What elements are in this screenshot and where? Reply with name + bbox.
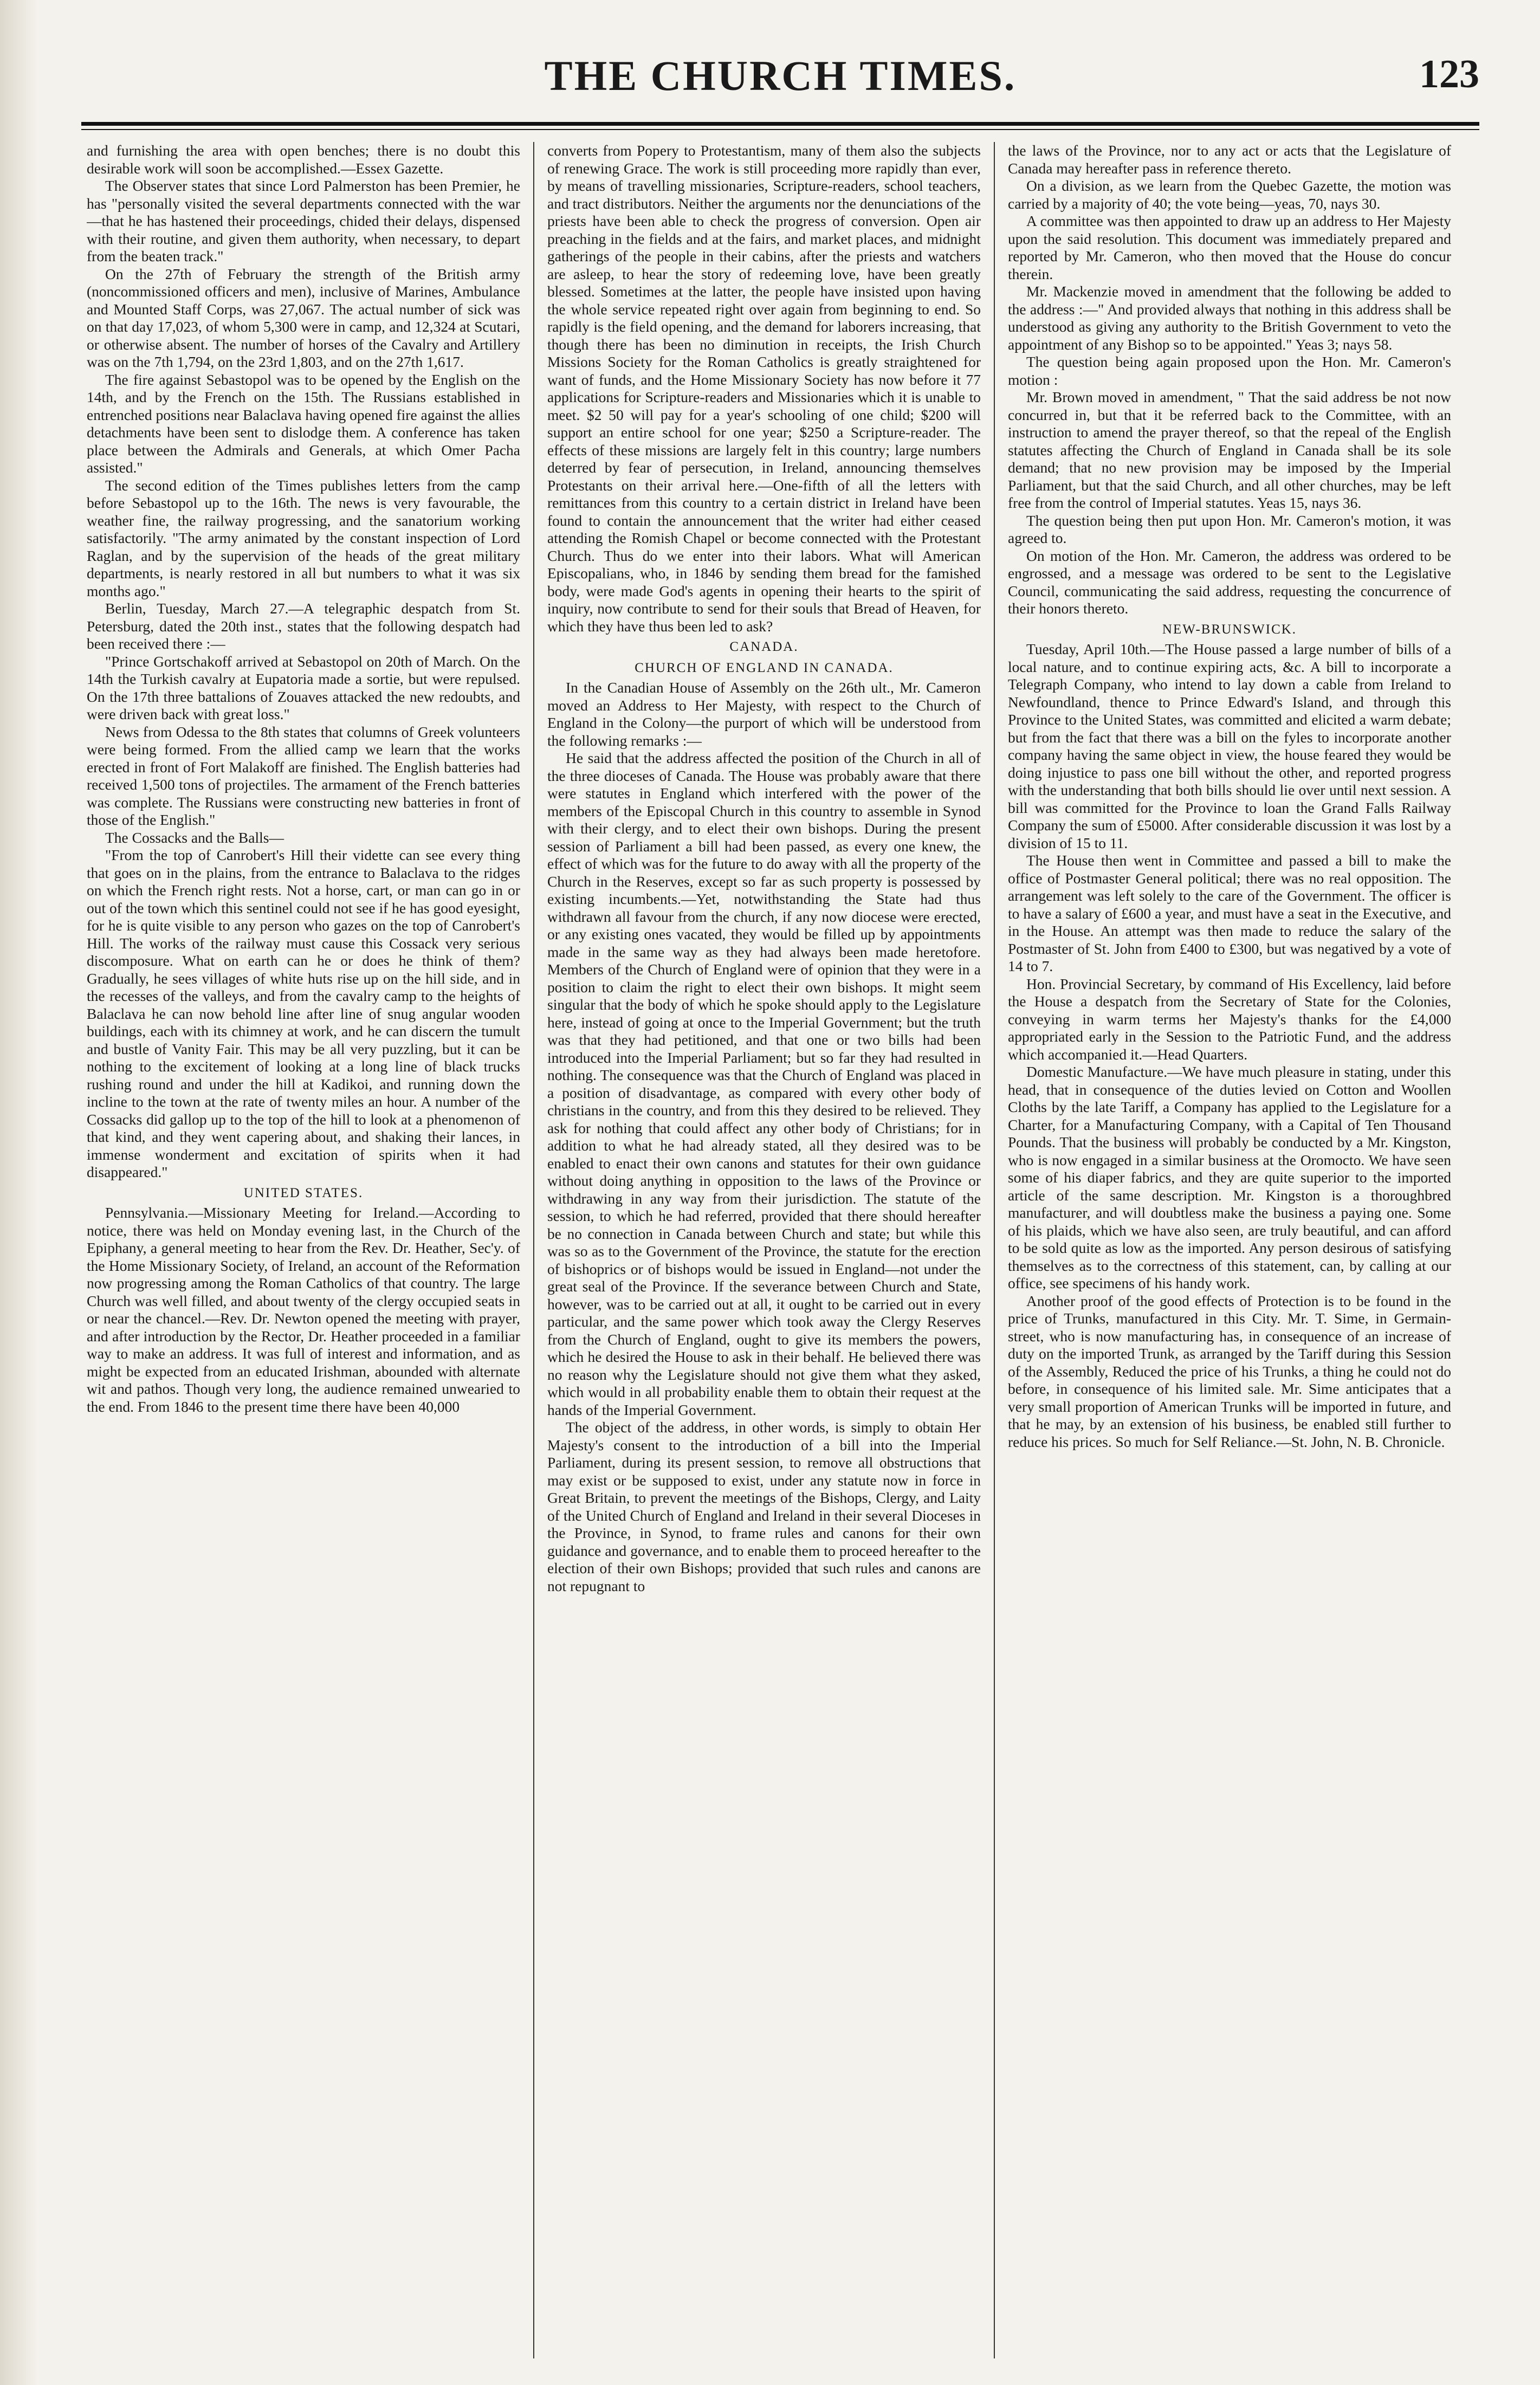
paragraph: The fire against Sebastopol was to be opened by the English on the 14th, and by the French on the 15th. The Russians established in entrenched positions near Balaclava having opened fire against the allies detachments have been sent to dislodge them. A conference has taken place between the Admirals and Generals, at which Omer Pacha assisted." <box>87 371 520 476</box>
column-right <box>1008 142 1451 2358</box>
paragraph: "Prince Gortschakoff arrived at Sebastopol on 20th of March. On the 14th the Turkish cavalry at Eupatoria made a sortie, but were repulsed. On the 17th three battalions of Zouaves attacked the new redoubts, and were driven back with great loss." <box>87 652 520 722</box>
paragraph: News from Odessa to the 8th states that columns of Greek volunteers were being formed. From the allied camp we learn that the works erected in front of Fort Malakoff are finished. The English batteries had received 1,500 tons of projectiles. The armament of the French batteries was complete. The Russians were constructing new batteries in front of those of the English." <box>87 723 520 828</box>
paragraph: Pennsylvania.—Missionary Meeting for Ireland.—According to notice, there was held on Monday evening last, in the Church of the Epiphany, a general meeting to hear from the Rev. Dr. Heather, Sec'y. of the Home Missionary Society, of Ireland, an account of the Reformation now progressing among the Roman Catholics of that country. The large Church was well filled, and about twenty of the clergy occupied seats in or near the chancel.—Rev. Dr. Newton opened the meeting with prayer, and after introduction by the Rector, Dr. Heather proceeded in a familiar way to make an address. It was full of interest and information, and as might be expected from an educated Irishman, abounded with alternate wit and pathos. Though very long, the audience remained unwearied to the end. From 1846 to the present time there have been 40,000 <box>87 1204 520 1415</box>
paragraph: On the 27th of February the strength of the British army (noncommissioned officers and men), inclusive of Marines, Ambulance and Mounted Staff Corps, was 27,067. The actual number of sick was on that day 17,023, of whom 5,300 were in camp, and 12,324 at Scutari, or otherwise absent. The number of horses of the Cavalry and Artillery was on the 7th 1,794, on the 23rd 1,803, and on the 27th 1,617. <box>87 265 520 370</box>
column-divider <box>533 142 534 2358</box>
paragraph: On motion of the Hon. Mr. Cameron, the address was ordered to be engrossed, and a message was ordered to be sent to the Legislative Council, communicating the said address, requesting the concurrence of their honors thereto. <box>1008 547 1451 617</box>
paragraph: The question being then put upon Hon. Mr. Cameron's motion, it was agreed to. <box>1008 512 1451 546</box>
page-number: 123 <box>1419 52 1479 96</box>
paragraph: On a division, as we learn from the Quebec Gazette, the motion was carried by a majority of 40; the vote being—yeas, 70, nays 30. <box>1008 177 1451 212</box>
column-divider <box>994 142 995 2358</box>
section-heading: CANADA. <box>729 639 799 654</box>
masthead-title: THE CHURCH TIMES. <box>544 52 1017 99</box>
paragraph: Domestic Manufacture.—We have much pleasure in stating, under this head, that in consequence of the duties levied on Cotton and Woollen Cloths by the late Tariff, a Company has applied to the Legislature for a Charter, for a Manufacturing Company, with a Capital of Ten Thousand Pounds. That the business will probably be conducted by a Mr. Kingston, who is now engaged in a similar business at the Oromocto. We have seen some of his diaper fabrics, and they are quite superior to the imported article of the same description. Mr. Kingston is a thoroughbred manufacturer, and will doubtless make the business a paying one. Some of his plaids, which we have also seen, are truly beautiful, and can afford to be sold quite as low as the imported. Any person desirous of satisfying themselves as to the correctness of this statement, can, by calling at our office, see specimens of his handy work. <box>1008 1063 1451 1291</box>
section-heading: UNITED STATES. <box>243 1185 364 1200</box>
header-rule-thin <box>81 129 1479 130</box>
header-rule-thick <box>81 122 1479 126</box>
section-heading: NEW-BRUNSWICK. <box>1162 622 1297 637</box>
column-left <box>87 142 520 2358</box>
paragraph: Mr. Brown moved in amendment, " That the said address be not now concurred in, but that it be referred back to the Committee, with an instruction to amend the prayer thereof, so that the repeal of the English statutes affecting the Church of England in Canada shall be its sole demand; that no new provision may be imposed by the Imperial Parliament, but that the said Church, and all other churches, may be left free from the control of Imperial statutes. Yeas 15, nays 36. <box>1008 389 1451 511</box>
page-edge-shadow <box>0 0 38 2385</box>
paragraph: He said that the address affected the position of the Church in all of the three dioceses of Canada. The House was probably aware that there were statutes in England which interfered with the power of the members of the Episcopal Church in this country to assemble in Synod with their clergy, and to elect their own bishops. During the present session of Parliament a bill had been passed, as every one knew, the effect of which was for the future to do away with all the property of the Church in the Reserves, except so far as such property is possessed by existing incumbents.—Yet, notwithstanding the State had thus withdrawn all favour from the church, if any now diocese were erected, or any existing ones vacated, they would be filled up by appointments made in the same way as they had always been made heretofore. Members of the Church of England were of opinion that they were in a position to claim the right to elect their own bishops. It might seem singular that the body of which he spoke should apply to the Legislature here, instead of going at once to the Imperial Government; but the truth was that they had petitioned, and that one or two bills had been introduced into the Imperial Parliament; but so far they had resulted in nothing. The consequence was that the Church of England was placed in a position of disadvantage, as compared with every other body of christians in the country, and from this they desired to be relieved. They ask for nothing that could affect any other body of Christians; for in addition to what he had already stated, all they desired was to be enabled to enact their own canons and statutes for their own guidance without doing anything in opposition to the laws of the Province or withdrawing in any way from their jurisdiction. The statute of the session, to which he had referred, provided that there should hereafter be no connection in Canada between Church and state; but while this was so as to the Government of the Province, the statute for the erection of bishoprics or of bishops would be issued in England—not under the great seal of the Province. If the severance between Church and State, however, was to be carried out at all, it ought to be carried out in every particular, and the same power which took away the Clergy Reserves from the Church of England, ought to give its members the powers, which he desired the House to ask in their behalf. He believed there was no reason why the Legislature should not give them what they asked, which would in all probability enable them to obtain their request at the hands of the Imperial Government. <box>547 749 981 1418</box>
paragraph: "From the top of Canrobert's Hill their vidette can see every thing that goes on in the plains, from the entrance to Balaclava to the ridges on which the French right rests. Not a horse, cart, or man can go in or out of the town which this sentinel could not see if he has good eyesight, for he is quite visible to any person who gazes on the top of Canrobert's Hill. The works of the railway must cause this Cossack very serious discomposure. What on earth can he or does he think of them? Gradually, he sees villages of white huts rise up on the hill side, and in the recesses of the valleys, and from the cavalry camp to the heights of Balaclava he can now behold line after line of snug angular wooden buildings, each with its chimney at work, and he can discern the tumult and bustle of Vanity Fair. This may be all very puzzling, but it can be nothing to the excitement of looking at a long line of black trucks rushing round and under the hill at Kadikoi, and running down the incline to the town at the rate of twenty miles an hour. A number of the Cossacks did gallop up to the top of the hill to look at a phenomenon of that kind, and they went capering about, and shaking their lances, in immense wonderment and excitation of spirits when it had disappeared." <box>87 846 520 1180</box>
paragraph: Another proof of the good effects of Protection is to be found in the price of Trunks, manufactured in this City. Mr. T. Sime, in Germain-street, who is now manufacturing has, in consequence of an increase of duty on the imported Trunk, as arranged by the Tariff during this Session of the Assembly, Reduced the price of his Trunks, a thing he could not do before, in consequence of his limited sale. Mr. Sime anticipates that a very small proportion of American Trunks will be imported in future, and that he may, by an extension of his business, be enabled still further to reduce his prices. So much for Self Reliance.—St. John, N. B. Chronicle. <box>1008 1292 1451 1450</box>
paragraph: converts from Popery to Protestantism, many of them also the subjects of renewing Grace. The work is still proceeding more rapidly than ever, by means of travelling missionaries, Scripture-readers, school teachers, and tract distributors. Neither the arguments nor the denunciations of the priests have been able to check the progress of conversion. Open air preaching in the fields and at the fairs, and market places, and midnight gatherings of the people in their cabins, after the priests and watchers are asleep, to hear the story of redeeming love, have been greatly blessed. Sometimes at the latter, the people have insisted upon having the whole service repeated right over again from beginning to end. So rapidly is the field opening, and the demand for laborers increasing, that though there has been no diminution in receipts, the Irish Church Missions Society for the Roman Catholics is greatly straightened for want of funds, and the Home Missionary Society has now before it 77 applications for Scripture-readers and Missionaries which it is unable to meet. $2 50 will pay for a year's schooling of one child; $200 will support an entire school for one year; $250 a Scripture-reader. The effects of these missions are largely felt in this country; large numbers deterred by fear of persecution, in Ireland, announcing themselves Protestants on their arrival here.—One-fifth of all the letters with remittances from this country to a certain district in Ireland have been found to contain the announcement that the writer had either ceased attending the Romish Chapel or become connected with the Protestant Church. Thus do we enter into their labors. What will American Episcopalians, who, in 1846 by sending them bread for the famished body, were made God's agents in opening their hearts to the spirit of inquiry, now contribute to send for their souls that Bread of Heaven, for which they have thus been led to ask? <box>547 142 981 635</box>
paragraph: Tuesday, April 10th.—The House passed a large number of bills of a local nature, and to continue expiring acts, &c. A bill to incorporate a Telegraph Company, who intend to lay down a cable from Ireland to Newfoundland, thence to Prince Edward's Island, and through this Province to the United States, was committed and elicited a warm debate; but from the fact that there was a bill on the fyles to incorporate another company having the same object in view, the house feared they would be doing injustice to pass one bill without the other, and reported progress with the understanding that both bills should lie over until next session. A bill was committed for the Province to loan the Grand Falls Railway Company the sum of £5000. After considerable discussion it was lost by a division of 15 to 11. <box>1008 641 1451 851</box>
paragraph: and furnishing the area with open benches; there is no doubt this desirable work will soon be accomplished.—Essex Gazette. <box>87 142 520 177</box>
paragraph: In the Canadian House of Assembly on the 26th ult., Mr. Cameron moved an Address to Her Majesty, with respect to the Church of England in the Colony—the purport of which will be understood from the following remarks :— <box>547 679 981 749</box>
paragraph: The object of the address, in other words, is simply to obtain Her Majesty's consent to the introduction of a bill into the Imperial Parliament, during its present session, to remove all obstructions that may exist or be supposed to exist, under any statute now in force in Great Britain, to prevent the meetings of the Bishops, Clergy, and Laity of the United Church of England and Ireland in their several Dioceses in the Province, in Synod, to frame rules and canons for their own guidance and governance, and to enable them to proceed hereafter to the election of their own Bishops; provided that such rules and canons are not repugnant to <box>547 1419 981 1594</box>
subsection-heading: CHURCH OF ENGLAND IN CANADA. <box>635 660 894 675</box>
column-middle <box>547 142 981 2358</box>
page-header <box>81 51 1479 111</box>
paragraph: The Cossacks and the Balls— <box>105 829 284 846</box>
paragraph: The House then went in Committee and passed a bill to make the office of Postmaster General political; there was no real opposition. The arrangement was left solely to the care of the Government. The officer is to have a salary of £600 a year, and must have a seat in the Executive, and in the House. An attempt was then made to reduce the salary of the Postmaster of St. John from £400 to £300, but was negatived by a vote of 14 to 7. <box>1008 852 1451 974</box>
paragraph: Berlin, Tuesday, March 27.—A telegraphic despatch from St. Petersburg, dated the 20th inst., states that the following despatch had been received there :— <box>87 600 520 652</box>
paragraph: The second edition of the Times publishes letters from the camp before Sebastopol up to the 16th. The news is very favourable, the weather fine, the railway progressing, and the sanatorium working satisfactorily. "The army animated by the constant inspection of Lord Raglan, and by the supervision of the heads of the great military departments, is nearly restored in all but numbers to what it was six months ago." <box>87 476 520 599</box>
paragraph: Hon. Provincial Secretary, by command of His Excellency, laid before the House a despatch from the Secretary of State for the Colonies, conveying in warm terms her Majesty's thanks for the £4,000 appropriated early in the Session to the Patriotic Fund, and the address which accompanied it.—Head Quarters. <box>1008 975 1451 1063</box>
paragraph: Mr. Mackenzie moved in amendment that the following be added to the address :—" And provided always that nothing in this address shall be understood as giving any authority to the British Government to veto the appointment of any Bishop so to be appointed." Yeas 3; nays 58. <box>1008 283 1451 353</box>
paragraph: the laws of the Province, nor to any act or acts that the Legislature of Canada may hereafter pass in reference thereto. <box>1008 142 1451 177</box>
paragraph: A committee was then appointed to draw up an address to Her Majesty upon the said resolution. This document was immediately prepared and reported by Mr. Cameron, who then moved that the House do concur therein. <box>1008 212 1451 282</box>
paragraph: The question being again proposed upon the Hon. Mr. Cameron's motion : <box>1008 353 1451 388</box>
paragraph: The Observer states that since Lord Palmerston has been Premier, he has "personally visited the several departments connected with the war—that he has hastened their proceedings, chided their delays, dispensed with their routine, and given them authority, when necessary, to depart from the beaten track." <box>87 177 520 264</box>
